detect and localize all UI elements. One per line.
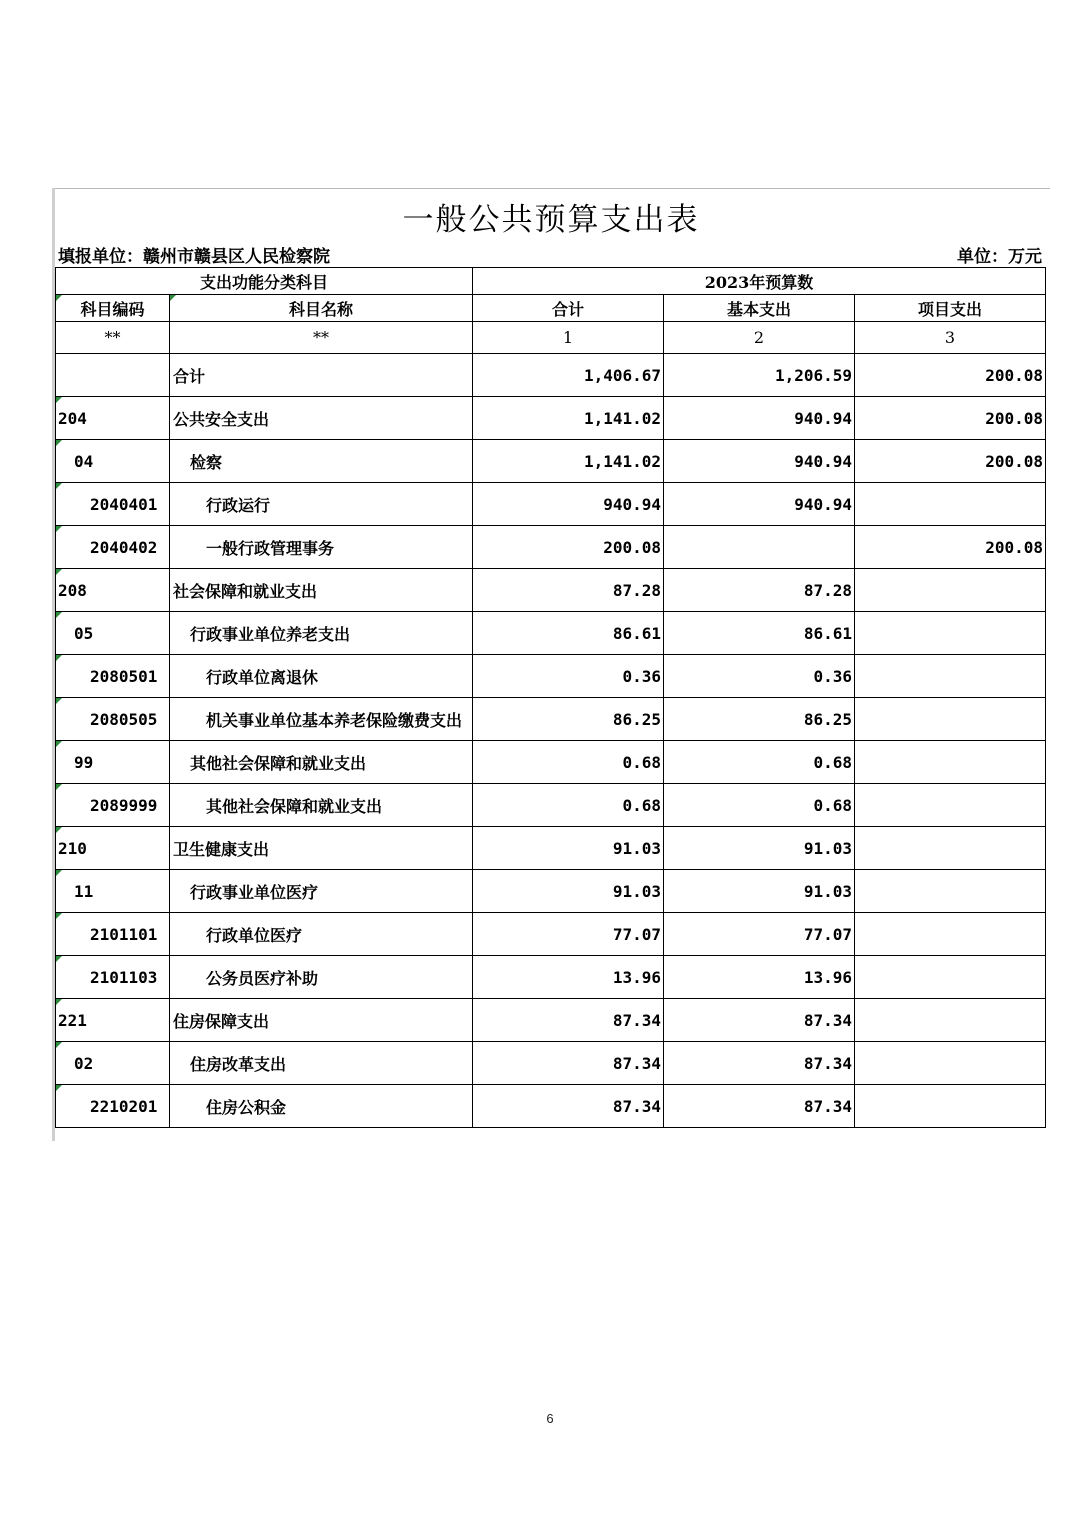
cell-marker-icon [56,741,62,747]
row-project [855,956,1046,999]
table-row [56,698,1046,741]
row-total: 86.25 [473,698,664,741]
row-basic: 940.94 [664,440,855,483]
row-total: 940.94 [473,483,664,526]
row-basic: 91.03 [664,870,855,913]
row-total: 87.34 [473,1042,664,1085]
row-name: 其他社会保障和就业支出 [170,784,473,827]
row-total: 87.34 [473,999,664,1042]
row-project [855,1085,1046,1128]
row-code: 2080505 [56,698,170,741]
header-project: 项目支出 [855,295,1046,322]
table-row [56,612,1046,655]
sheet-top-rule [52,188,1050,189]
row-total: 87.28 [473,569,664,612]
row-name: 住房公积金 [170,1085,473,1128]
row-total: 1,141.02 [473,440,664,483]
cell-marker-icon [56,913,62,919]
row-project [855,784,1046,827]
header-group-right: 2023年预算数 [473,268,1046,295]
budget-table [55,267,1046,1128]
table-row [56,655,1046,698]
row-basic: 13.96 [664,956,855,999]
row-total: 87.34 [473,1085,664,1128]
row-basic: 87.34 [664,1085,855,1128]
table-row [56,440,1046,483]
row-total: 0.68 [473,784,664,827]
row-code [56,354,170,397]
table-row [56,784,1046,827]
row-project [855,483,1046,526]
row-basic: 91.03 [664,827,855,870]
reporting-unit: 填报单位：赣州市赣县区人民检察院 [58,247,330,267]
header-basic: 基本支出 [664,295,855,322]
index-project: 3 [855,322,1046,354]
row-name: 一般行政管理事务 [170,526,473,569]
row-basic: 940.94 [664,483,855,526]
row-project [855,827,1046,870]
cell-marker-icon [56,999,62,1005]
row-project: 200.08 [855,526,1046,569]
row-total: 1,406.67 [473,354,664,397]
header-group-left: 支出功能分类科目 [56,268,473,295]
row-code: 2080501 [56,655,170,698]
index-basic: 2 [664,322,855,354]
row-code: 2040401 [56,483,170,526]
row-code: 2040402 [56,526,170,569]
row-code: 208 [56,569,170,612]
table-row [56,913,1046,956]
currency-unit: 单位：万元 [957,247,1042,267]
row-name: 机关事业单位基本养老保险缴费支出 [170,698,473,741]
row-code: 99 [56,741,170,784]
row-name: 检察 [170,440,473,483]
row-basic: 86.25 [664,698,855,741]
index-name: ** [170,322,473,354]
row-total: 91.03 [473,827,664,870]
cell-marker-icon [56,397,62,403]
row-name: 卫生健康支出 [170,827,473,870]
table-row [56,956,1046,999]
cell-marker-icon [56,827,62,833]
table-row [56,827,1046,870]
row-project [855,741,1046,784]
cell-marker-icon [170,295,176,301]
table-row [56,1085,1046,1128]
row-code: 04 [56,440,170,483]
header-name: 科目名称 [170,295,473,322]
row-total: 13.96 [473,956,664,999]
row-code: 210 [56,827,170,870]
row-name: 其他社会保障和就业支出 [170,741,473,784]
cell-marker-icon [56,784,62,790]
header-group-row [56,268,1046,295]
cell-marker-icon [56,295,62,301]
row-total: 77.07 [473,913,664,956]
table-row [56,741,1046,784]
row-name: 公共安全支出 [170,397,473,440]
row-project [855,870,1046,913]
row-name: 住房保障支出 [170,999,473,1042]
row-project [855,1042,1046,1085]
row-name: 公务员医疗补助 [170,956,473,999]
row-project: 200.08 [855,397,1046,440]
row-project [855,612,1046,655]
row-total: 1,141.02 [473,397,664,440]
unit-row [58,242,1044,266]
row-code: 2101103 [56,956,170,999]
row-name: 行政单位离退休 [170,655,473,698]
row-basic: 0.68 [664,784,855,827]
cell-marker-icon [56,483,62,489]
row-project: 200.08 [855,440,1046,483]
cell-marker-icon [56,526,62,532]
index-code: ** [56,322,170,354]
index-total: 1 [473,322,664,354]
row-project [855,569,1046,612]
row-basic: 0.36 [664,655,855,698]
row-code: 221 [56,999,170,1042]
table-row [56,354,1046,397]
row-basic [664,526,855,569]
row-code: 02 [56,1042,170,1085]
row-project [855,698,1046,741]
row-code: 2089999 [56,784,170,827]
row-name: 行政事业单位医疗 [170,870,473,913]
row-basic: 1,206.59 [664,354,855,397]
row-basic: 0.68 [664,741,855,784]
table-row [56,526,1046,569]
row-name: 住房改革支出 [170,1042,473,1085]
table-row [56,397,1046,440]
row-code: 05 [56,612,170,655]
cell-marker-icon [56,569,62,575]
table-row [56,870,1046,913]
row-name: 社会保障和就业支出 [170,569,473,612]
row-code: 2101101 [56,913,170,956]
row-project: 200.08 [855,354,1046,397]
row-total: 0.68 [473,741,664,784]
cell-marker-icon [56,698,62,704]
row-total: 200.08 [473,526,664,569]
row-project [855,913,1046,956]
header-total: 合计 [473,295,664,322]
table-row [56,569,1046,612]
row-project [855,655,1046,698]
row-total: 86.61 [473,612,664,655]
header-code: 科目编码 [56,295,170,322]
row-basic: 940.94 [664,397,855,440]
cell-marker-icon [56,655,62,661]
cell-marker-icon [56,1085,62,1091]
table-row [56,1042,1046,1085]
row-code: 204 [56,397,170,440]
row-basic: 87.28 [664,569,855,612]
header-column-row [56,295,1046,322]
page-title: 一般公共预算支出表 [402,202,700,238]
row-basic: 77.07 [664,913,855,956]
row-name: 行政运行 [170,483,473,526]
row-code: 2210201 [56,1085,170,1128]
cell-marker-icon [56,870,62,876]
row-total: 91.03 [473,870,664,913]
row-total: 0.36 [473,655,664,698]
cell-marker-icon [56,956,62,962]
row-basic: 87.34 [664,999,855,1042]
row-project [855,999,1046,1042]
table-row [56,483,1046,526]
row-name: 合计 [170,354,473,397]
page-number: 6 [546,1411,554,1426]
table-row [56,999,1046,1042]
cell-marker-icon [56,1042,62,1048]
row-name: 行政单位医疗 [170,913,473,956]
cell-marker-icon [56,440,62,446]
row-basic: 87.34 [664,1042,855,1085]
row-code: 11 [56,870,170,913]
index-row [56,322,1046,354]
row-basic: 86.61 [664,612,855,655]
cell-marker-icon [56,612,62,618]
row-name: 行政事业单位养老支出 [170,612,473,655]
